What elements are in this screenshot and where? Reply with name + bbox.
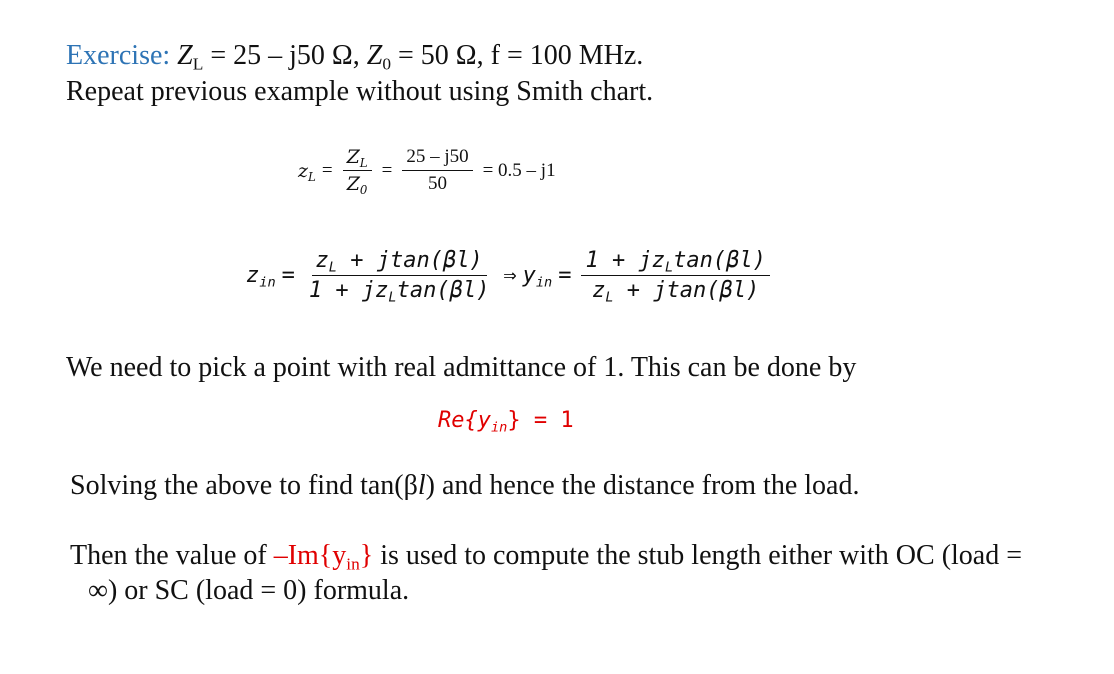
zl-value: = 25 – j50 Ω, bbox=[203, 40, 367, 71]
exercise-label: Exercise: bbox=[66, 40, 171, 71]
zl-symbol: $Z_L$ bbox=[177, 40, 204, 74]
subheading: Repeat previous example without using Smith chart. bbox=[66, 76, 654, 107]
z0-value: = 50 Ω, f = 100 MHz. bbox=[391, 40, 644, 71]
eq1-fraction-1: $\frac{Z_L}{Z_0}$ bbox=[343, 146, 372, 195]
eq2-lhs: $z_{in}$ bbox=[246, 263, 276, 291]
eq2-equals: = bbox=[281, 263, 295, 288]
paragraph-stub-length-line1: Then the value of $-Im\{y_{in}\}$ is used to compute the stub length either with OC (load = bbox=[70, 540, 1023, 574]
eq2-rhs: $y_{in}$ bbox=[522, 263, 553, 291]
condition-re-yin: $Re\{y_{in}\} = 1$ bbox=[438, 408, 574, 436]
eq2-fraction-yin: $\frac{1 + jz_L\tan(\beta l)}{z_L + jtan(\beta l)}$ bbox=[581, 248, 769, 303]
im-yin-expression: $-Im\{y_{in}\}$ bbox=[273, 540, 374, 574]
paragraph-stub-length-line2: ∞) or SC (load = 0) formula. bbox=[88, 575, 410, 606]
paragraph-pick-point: We need to pick a point with real admittance of 1. This can be done by bbox=[66, 352, 857, 383]
eq1-result: = 0.5 – j1 bbox=[482, 159, 556, 181]
z0-symbol: $Z_0$ bbox=[366, 40, 392, 74]
eq1-fraction-2: $\frac{25 - j50}{50}$ bbox=[402, 146, 472, 195]
equation-input-impedance bbox=[246, 248, 774, 306]
eq2-fraction-zin: $\frac{z_L + jtan(\beta l)}{1 + jz_L\tan(\beta l)}$ bbox=[308, 248, 490, 306]
exercise-heading bbox=[66, 40, 643, 72]
eq1-lhs: $z_L$ bbox=[298, 159, 316, 184]
implies-symbol: ⇒ bbox=[503, 263, 517, 288]
paragraph-solving: Solving the above to find tan(βl) and hence the distance from the load. bbox=[70, 470, 860, 501]
eq2-equals-r: = bbox=[558, 263, 572, 288]
eq1-equals-2: = bbox=[381, 159, 393, 181]
equation-normalized-load bbox=[298, 146, 562, 195]
eq1-equals: = bbox=[321, 159, 333, 181]
